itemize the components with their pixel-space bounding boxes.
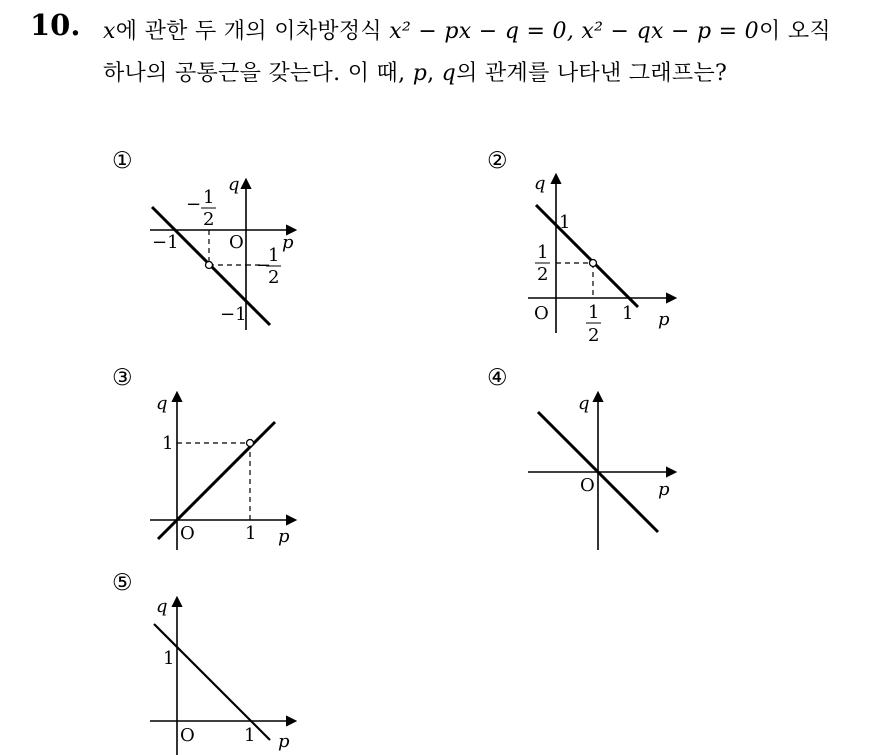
variable-x: x — [103, 19, 116, 44]
origin-label: O — [180, 523, 195, 544]
excluded-point — [247, 440, 254, 447]
graph-line — [158, 422, 275, 539]
question-text-part: 이 오직 — [758, 19, 831, 44]
question-text-part: 에 관한 두 개의 이차방정식 — [115, 19, 390, 44]
x-intercept-label: 1 — [622, 303, 634, 324]
question-text-line-1 — [103, 14, 831, 45]
choice-3-graph[interactable] — [140, 385, 310, 555]
q-axis-label: q — [578, 393, 590, 414]
y-intercept-label: 1 — [559, 212, 571, 233]
x-value-label: 1 — [245, 523, 257, 544]
choice-1-number[interactable]: ① — [112, 148, 133, 174]
top-fraction-denominator: 2 — [203, 209, 215, 230]
equation-1: x² − px − q = 0, — [389, 19, 582, 44]
excluded-point — [206, 262, 213, 269]
graph-line — [154, 624, 270, 740]
graph-line — [536, 205, 638, 307]
origin-label: O — [229, 232, 244, 253]
equation-2: x² − qx − p = 0 — [581, 19, 759, 44]
variable-q: q — [441, 61, 457, 86]
choice-4-graph[interactable] — [520, 385, 685, 555]
left-fraction-numerator: 1 — [537, 242, 549, 263]
q-axis-label: q — [156, 393, 168, 414]
origin-label: O — [534, 303, 549, 324]
question-text-line-2 — [103, 56, 727, 87]
right-fraction-denominator: 2 — [268, 267, 280, 288]
q-axis-label: q — [156, 596, 168, 617]
left-fraction-denominator: 2 — [537, 264, 549, 285]
origin-label: O — [180, 725, 195, 746]
excluded-point — [590, 260, 597, 267]
origin-label: O — [580, 475, 595, 496]
choice-2-graph[interactable] — [520, 165, 685, 345]
question-text-part: 하나의 공통근을 갖는다. 이 때, — [103, 61, 413, 86]
y-intercept-label: 1 — [163, 648, 175, 669]
x-intercept-label: −1 — [152, 232, 179, 253]
p-axis-label: p — [278, 731, 290, 752]
p-axis-label: p — [658, 479, 670, 500]
right-fraction-minus: − — [256, 255, 272, 276]
top-fraction-minus: − — [186, 194, 202, 215]
bottom-fraction-numerator: 1 — [588, 302, 600, 323]
p-axis-label: p — [658, 309, 670, 330]
p-axis-label: p — [282, 232, 294, 253]
question-number: 10. — [30, 8, 81, 42]
choice-4-number[interactable]: ④ — [487, 365, 508, 391]
q-axis-label: q — [534, 173, 546, 194]
bottom-fraction-denominator: 2 — [588, 325, 600, 346]
y-intercept-label: −1 — [220, 304, 247, 325]
p-axis-label: p — [278, 526, 290, 547]
right-fraction-numerator: 1 — [268, 245, 280, 266]
choice-1-graph[interactable] — [140, 165, 310, 335]
question-text-part: 의 관계를 나타낸 그래프는? — [456, 61, 728, 86]
variable-p: p — [412, 61, 428, 86]
x-intercept-label: 1 — [244, 725, 256, 746]
question-text-part: , — [427, 61, 442, 86]
choice-5-graph[interactable] — [140, 590, 310, 755]
choice-5-number[interactable]: ⑤ — [112, 570, 133, 596]
choice-2-number[interactable]: ② — [487, 148, 508, 174]
top-fraction-numerator: 1 — [203, 187, 215, 208]
choice-3-number[interactable]: ③ — [112, 365, 133, 391]
y-value-label: 1 — [162, 433, 174, 454]
q-axis-label: q — [228, 174, 240, 195]
